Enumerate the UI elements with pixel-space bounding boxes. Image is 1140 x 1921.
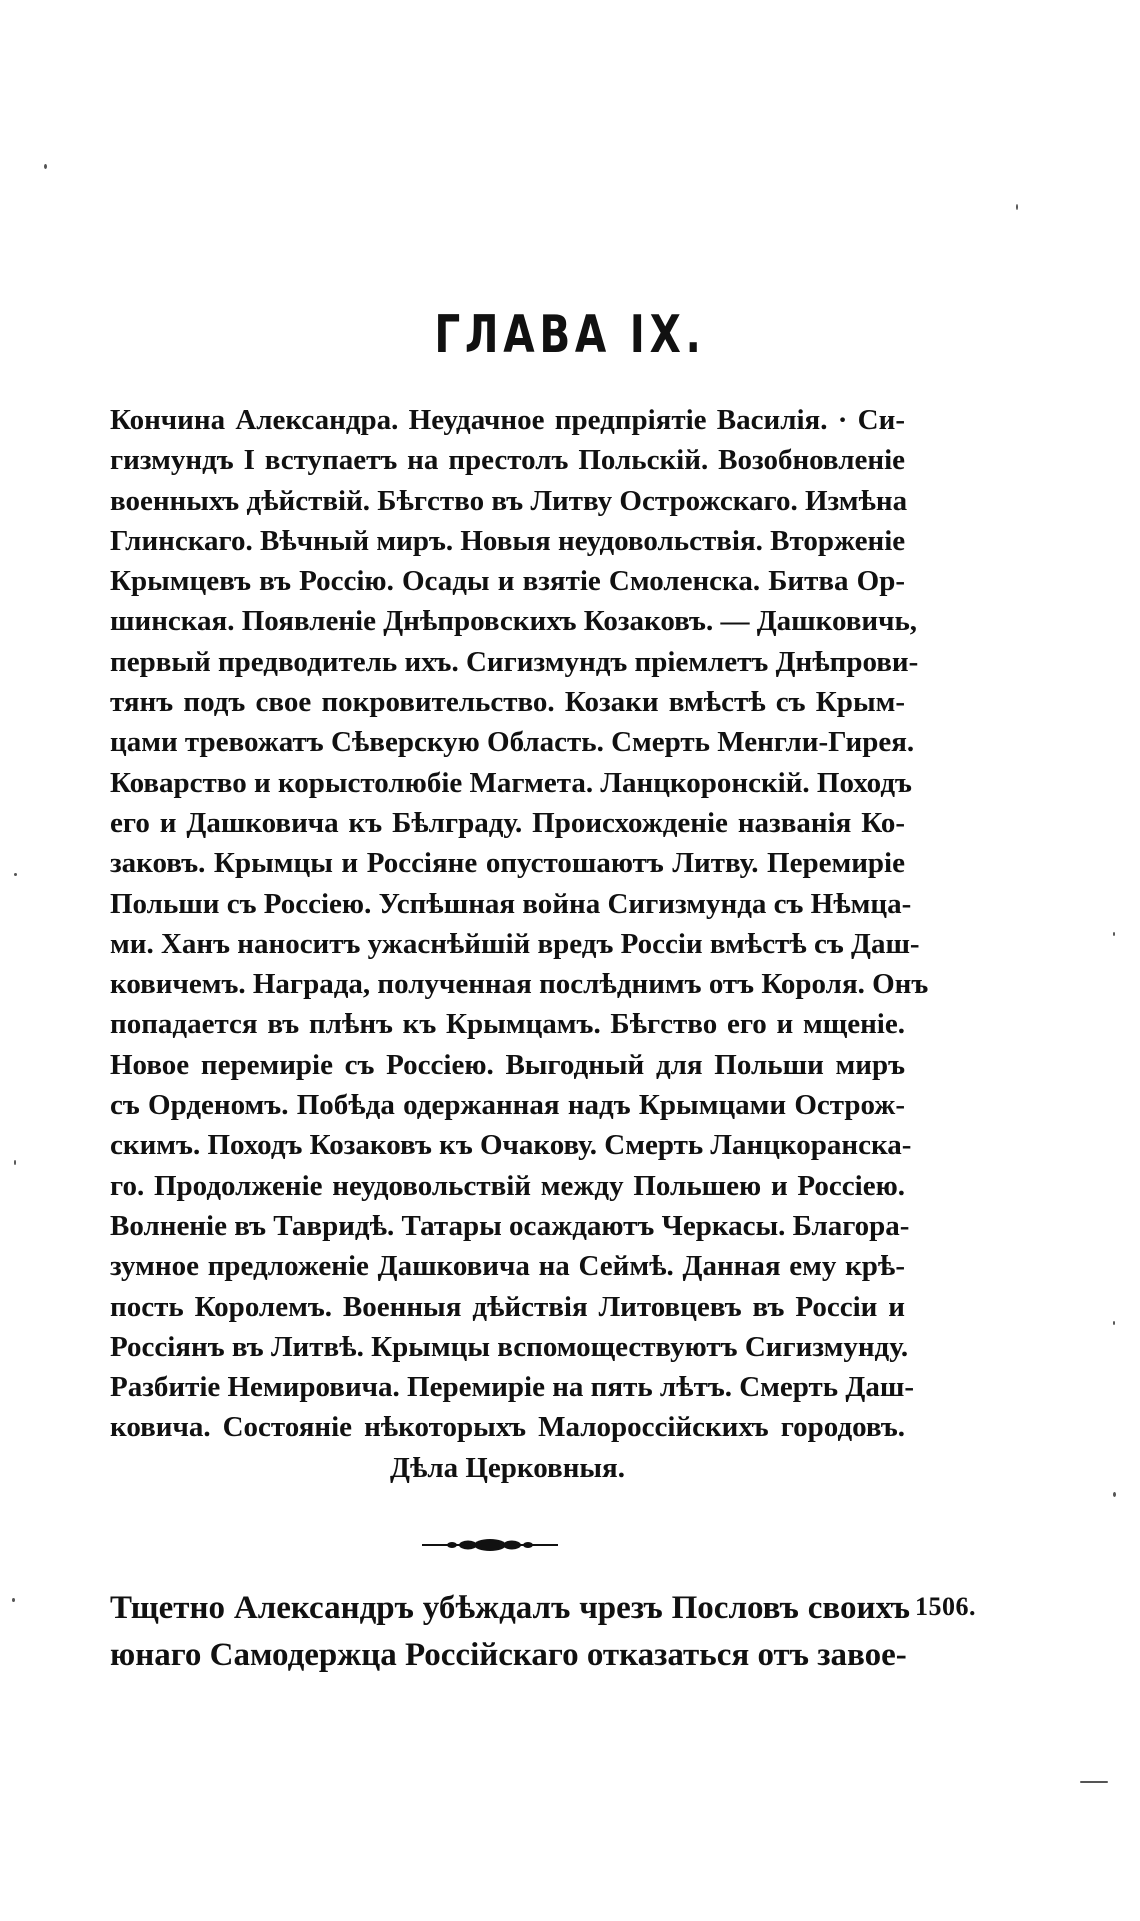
summary-line: гизмундъ I вступаетъ на престолъ Польскій. Возобновленіе bbox=[110, 444, 905, 477]
summary-line: ковича. Состояніе нѣкоторыхъ Малороссійскихъ городовъ. bbox=[110, 1411, 905, 1444]
summary-line: шинская. Появленіе Днѣпровскихъ Козаковъ. — Дашковичь, bbox=[110, 605, 918, 638]
summary-line: попадается въ плѣнъ къ Крымцамъ. Бѣгство его и мщеніе. bbox=[110, 1008, 905, 1041]
summary-line: военныхъ дѣйствій. Бѣгство въ Литву Острожскаго. Измѣна bbox=[110, 484, 908, 517]
summary-line: зумное предложеніе Дашковича на Сеймѣ. Данная ему крѣ- bbox=[110, 1250, 905, 1283]
summary-line: Дѣла Церковныя. bbox=[390, 1451, 625, 1484]
summary-line: Разбитіе Немировича. Перемиріе на пять лѣтъ. Смерть Даш- bbox=[110, 1371, 914, 1404]
summary-line: цами тревожатъ Сѣверскую Область. Смерть Менгли-Гирея. bbox=[110, 726, 915, 759]
summary-line: Новое перемиріе съ Россіею. Выгодный для Польши миръ bbox=[110, 1048, 905, 1081]
summary-line: съ Орденомъ. Побѣда одержанная надъ Крымцами Острож- bbox=[110, 1089, 905, 1122]
summary-line: Польши съ Россіею. Успѣшная война Сигизмунда съ Нѣмца- bbox=[110, 887, 912, 920]
chapter-summary bbox=[110, 400, 929, 1488]
summary-line: тянъ подъ свое покровительство. Козаки вмѣстѣ съ Крым- bbox=[110, 686, 905, 719]
chapter-title: ГЛАВА IX. bbox=[434, 305, 706, 365]
summary-line: Крымцевъ въ Россію. Осады и взятіе Смоленска. Битва Ор- bbox=[110, 565, 905, 598]
summary-line: ковичемъ. Награда, полученная послѣднимъ отъ Короля. Онъ bbox=[110, 968, 929, 1001]
summary-line: заковъ. Крымцы и Россіяне опустошаютъ Литву. Перемиріе bbox=[110, 847, 905, 880]
body-line: Тщетно Александръ убѣждалъ чрезъ Пословъ своихъ bbox=[110, 1590, 910, 1626]
body-paragraph bbox=[110, 1585, 910, 1679]
ornament-divider bbox=[420, 1535, 560, 1555]
summary-line: Кончина Александра. Неудачное предпріятіе Василія. · Си- bbox=[110, 404, 905, 436]
body-line: юнаго Самодержца Россійскаго отказаться отъ завое- bbox=[110, 1637, 907, 1673]
summary-line: ми. Ханъ наноситъ ужаснѣйшій вредъ Россіи вмѣстѣ съ Даш- bbox=[110, 927, 920, 960]
summary-line: пость Королемъ. Военныя дѣйствія Литовцевъ въ Россіи и bbox=[110, 1290, 905, 1323]
summary-line: го. Продолженіе неудовольствій между Польшею и Россіею. bbox=[110, 1169, 905, 1202]
summary-line: скимъ. Походъ Козаковъ къ Очакову. Смерть Ланцкоранска- bbox=[110, 1129, 912, 1162]
summary-line: Глинскаго. Вѣчный миръ. Новыя неудовольствія. Вторженіе bbox=[110, 524, 906, 557]
summary-line: его и Дашковича къ Бѣлграду. Происхожденіе названія Ко- bbox=[110, 806, 905, 839]
summary-line: первый предводитель ихъ. Сигизмундъ пріемлетъ Днѣпрови- bbox=[110, 645, 919, 678]
margin-year-note: 1506. bbox=[915, 1592, 976, 1621]
summary-line: Волненіе въ Тавридѣ. Татары осаждаютъ Черкасы. Благора- bbox=[110, 1209, 910, 1242]
summary-line: Коварство и корыстолюбіе Магмета. Ланцкоронскій. Походъ bbox=[110, 766, 912, 799]
summary-line: Россіянъ въ Литвѣ. Крымцы вспомоществуютъ Сигизмунду. bbox=[110, 1330, 909, 1363]
